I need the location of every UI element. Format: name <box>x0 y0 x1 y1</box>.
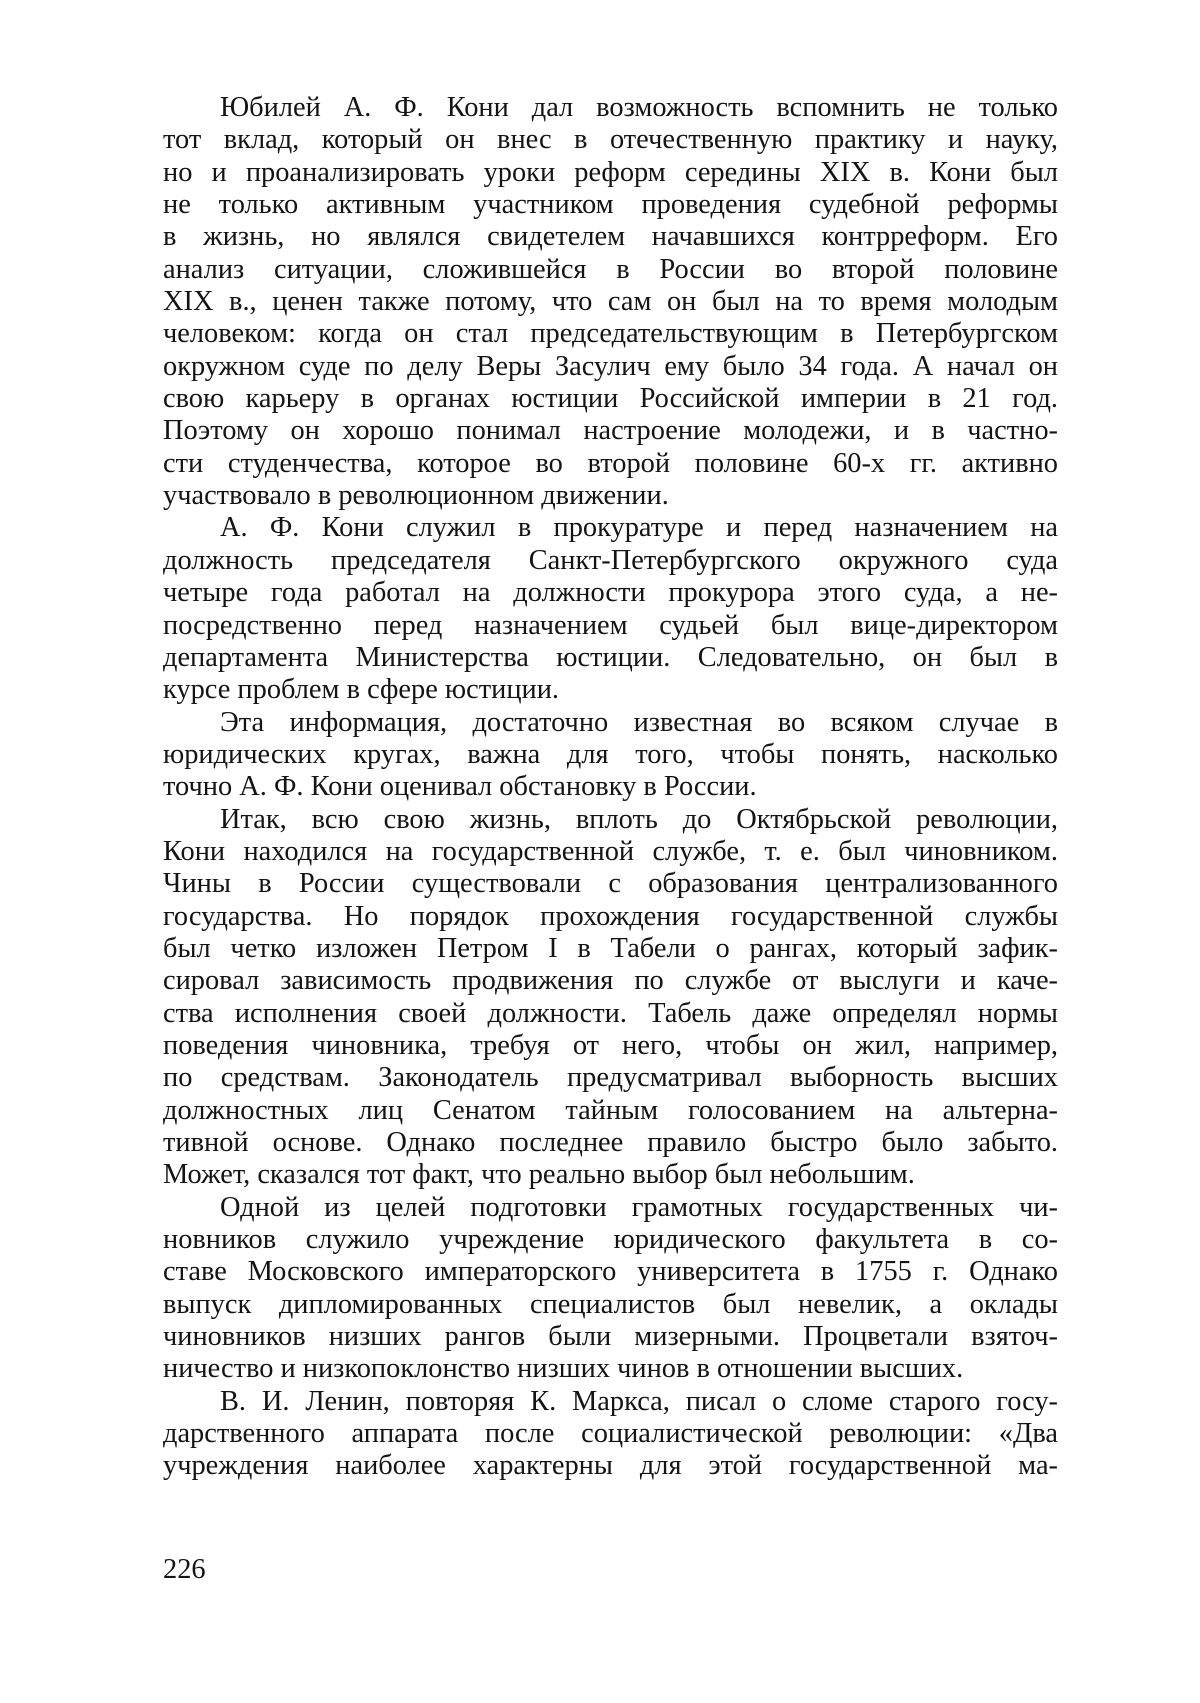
text-line: тивной основе. Однако последнее правило быстро было забыто. <box>163 1127 1058 1158</box>
text-line: Кони находился на государственной службе, т. е. был чиновником. <box>163 835 1058 867</box>
text-line: дарственного аппарата после социалистической революции: «Два <box>163 1418 1058 1450</box>
text-line: новников служило учреждение юридического факультета в со- <box>163 1224 1058 1256</box>
text-line: А. Ф. Кони служил в прокуратуре и перед назначением на <box>220 512 1058 544</box>
text-line: ства исполнения своей должности. Табель даже определял нормы <box>163 997 1058 1029</box>
text-line: по средствам. Законодатель предусматривал выборность высших <box>163 1062 1058 1094</box>
text-line: Юбилей А. Ф. Кони дал возможность вспомнить не только <box>220 92 1058 123</box>
text-line: посредственно перед назначением судьей был вице-директором <box>163 609 1058 641</box>
text-line: был четко изложен Петром I в Табели о рангах, который зафик- <box>163 932 1058 964</box>
text-line: Чины в России существовали с образования централизованного <box>163 868 1058 900</box>
text-line: департамента Министерства юстиции. Следовательно, он был в <box>163 641 1058 673</box>
text-line: выпуск дипломированных специалистов был невелик, а оклады <box>163 1288 1058 1320</box>
text-line: Одной из целей подготовки грамотных государственных чи- <box>220 1191 1058 1223</box>
text-line: но и проанализировать уроки реформ середины XIX в. Кони был <box>163 156 1058 188</box>
text-line: участвовало в революционном движении. <box>163 480 669 512</box>
text-line: чиновников низших рангов были мизерными. Процветали взяточ- <box>163 1321 1058 1353</box>
text-line: В. И. Ленин, повторяя К. Маркса, писал о сломе старого госу- <box>220 1385 1058 1417</box>
text-line: не только активным участником проведения судебной реформы <box>163 189 1058 221</box>
text-line: государства. Но порядок прохождения государственной службы <box>163 900 1058 932</box>
body-text <box>163 92 1058 1483</box>
text-line: Эта информация, достаточно известная во всяком случае в <box>220 706 1058 738</box>
text-line: окружном суде по делу Веры Засулич ему было 34 года. А начал он <box>163 350 1058 382</box>
text-line: поведения чиновника, требуя от него, чтобы он жил, например, <box>163 1029 1058 1061</box>
text-line: анализ ситуации, сложившейся в России во второй половине <box>163 253 1058 285</box>
text-line: Итак, всю свою жизнь, вплоть до Октябрьской революции, <box>220 803 1058 835</box>
text-line: ставе Московского императорского университета в 1755 г. Однако <box>163 1256 1058 1288</box>
text-line: в жизнь, но являлся свидетелем начавшихся контрреформ. Его <box>163 221 1058 253</box>
text-line: человеком: когда он стал председательствующим в Петербургском <box>163 318 1058 350</box>
text-line: учреждения наиболее характерны для этой государственной ма- <box>163 1450 1058 1482</box>
text-line: сти студенчества, которое во второй половине 60-х гг. активно <box>163 447 1058 479</box>
text-line: сировал зависимость продвижения по службе от выслуги и каче- <box>163 965 1058 997</box>
text-line: юридических кругах, важна для того, чтобы понять, насколько <box>163 738 1058 770</box>
text-line: XIX в., ценен также потому, что сам он был на то время молодым <box>163 286 1058 318</box>
text-line: Поэтому он хорошо понимал настроение молодежи, и в частно- <box>163 415 1058 447</box>
text-line: четыре года работал на должности прокурора этого суда, а не- <box>163 577 1058 609</box>
page-number: 226 <box>163 1554 206 1585</box>
text-line: должностных лиц Сенатом тайным голосованием на альтерна- <box>163 1094 1058 1126</box>
text-line: свою карьеру в органах юстиции Российской империи в 21 год. <box>163 383 1058 415</box>
text-line: Может, сказался тот факт, что реально выбор был небольшим. <box>163 1159 915 1191</box>
text-line: ничество и низкопоклонство низших чинов в отношении высших. <box>163 1353 964 1385</box>
text-line: тот вклад, который он внес в отечественную практику и науку, <box>163 124 1058 156</box>
text-line: курсе проблем в сфере юстиции. <box>163 674 560 706</box>
text-line: должность председателя Санкт-Петербургского окружного суда <box>163 544 1058 576</box>
text-line: точно А. Ф. Кони оценивал обстановку в России. <box>163 771 757 803</box>
